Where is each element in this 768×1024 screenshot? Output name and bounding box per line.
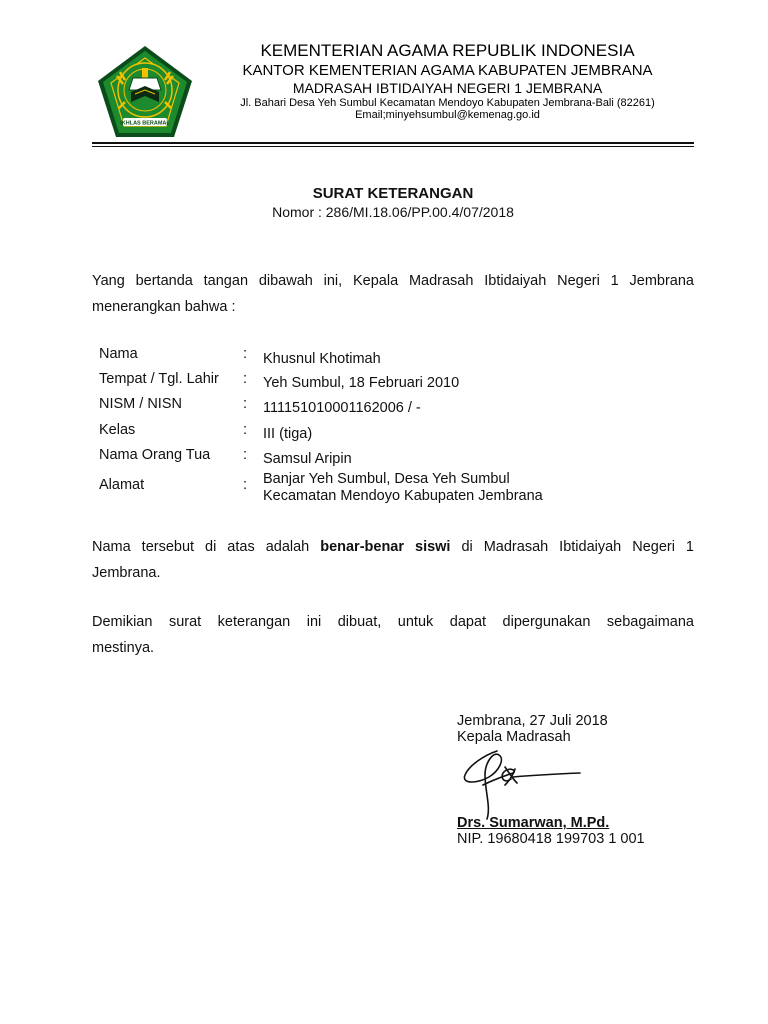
closing-line-1: Demikian surat keterangan ini dibuat, untuk dapat dipergunakan sebagaimana (92, 614, 694, 630)
opening-paragraph (92, 268, 694, 320)
field-colon: : (243, 477, 248, 493)
closing-paragraph (92, 609, 694, 661)
field-colon: : (243, 396, 248, 412)
opening-line-2: menerangkan bahwa : (92, 299, 236, 315)
header-school: MADRASAH IBTIDAIYAH NEGERI 1 JEMBRANA (292, 80, 603, 96)
signature-nip: NIP. 19680418 199703 1 001 (457, 831, 645, 847)
field-label-ortu: Nama Orang Tua (99, 447, 211, 463)
svg-text:IKHLAS BERAMAL: IKHLAS BERAMAL (120, 120, 170, 127)
header-office: KANTOR KEMENTERIAN AGAMA KABUPATEN JEMBRANA (242, 62, 653, 79)
field-colon: : (243, 371, 248, 387)
header-rule-thin (92, 146, 694, 147)
statement-text-post: di Madrasah Ibtidaiyah Negeri 1 (450, 539, 694, 555)
kemenag-logo (95, 44, 195, 140)
header-ministry: KEMENTERIAN AGAMA REPUBLIK INDONESIA (260, 41, 635, 60)
field-label-alamat: Alamat (99, 477, 145, 493)
field-colon: : (243, 447, 248, 463)
signature-position: Kepala Madrasah (457, 729, 571, 745)
field-label-ttl: Tempat / Tgl. Lahir (99, 371, 219, 387)
signature-name: Drs. Sumarwan, M.Pd. (457, 815, 610, 831)
field-colon: : (243, 346, 248, 362)
handwritten-signature (455, 745, 590, 820)
field-label-nisn: NISM / NISN (99, 396, 182, 412)
field-value-alamat-line1: Banjar Yeh Sumbul, Desa Yeh Sumbul (263, 471, 510, 487)
field-value-ttl: Yeh Sumbul, 18 Februari 2010 (263, 375, 460, 391)
document-number: Nomor : 286/MI.18.06/PP.00.4/07/2018 (272, 204, 514, 220)
signature-place-date: Jembrana, 27 Juli 2018 (457, 713, 608, 729)
field-colon: : (243, 422, 248, 438)
header-email: Email;minyehsumbul@kemenag.go.id (355, 109, 540, 121)
header-address: Jl. Bahari Desa Yeh Sumbul Kecamatan Mendoyo Kabupaten Jembrana-Bali (82261) (240, 97, 655, 109)
statement-paragraph (92, 534, 694, 586)
document-title: SURAT KETERANGAN (312, 185, 474, 202)
header-rule-thick (92, 142, 694, 144)
field-value-ortu: Samsul Aripin (263, 451, 352, 467)
field-label-nama: Nama (99, 346, 138, 362)
field-value-nisn: 111151010001162006 / - (263, 400, 421, 416)
statement-text-bold: benar-benar siswi (320, 539, 451, 555)
statement-line-2: Jembrana. (92, 565, 161, 581)
statement-text-pre: Nama tersebut di atas adalah (92, 539, 321, 555)
field-value-alamat-line2: Kecamatan Mendoyo Kabupaten Jembrana (263, 488, 543, 504)
closing-line-2: mestinya. (92, 640, 155, 656)
field-label-kelas: Kelas (99, 422, 136, 438)
statement-line-1 (92, 534, 694, 560)
opening-line-1: Yang bertanda tangan dibawah ini, Kepala Madrasah Ibtidaiyah Negeri 1 Jembrana (92, 273, 694, 289)
field-value-nama: Khusnul Khotimah (263, 351, 381, 367)
field-value-kelas: III (tiga) (263, 426, 313, 442)
